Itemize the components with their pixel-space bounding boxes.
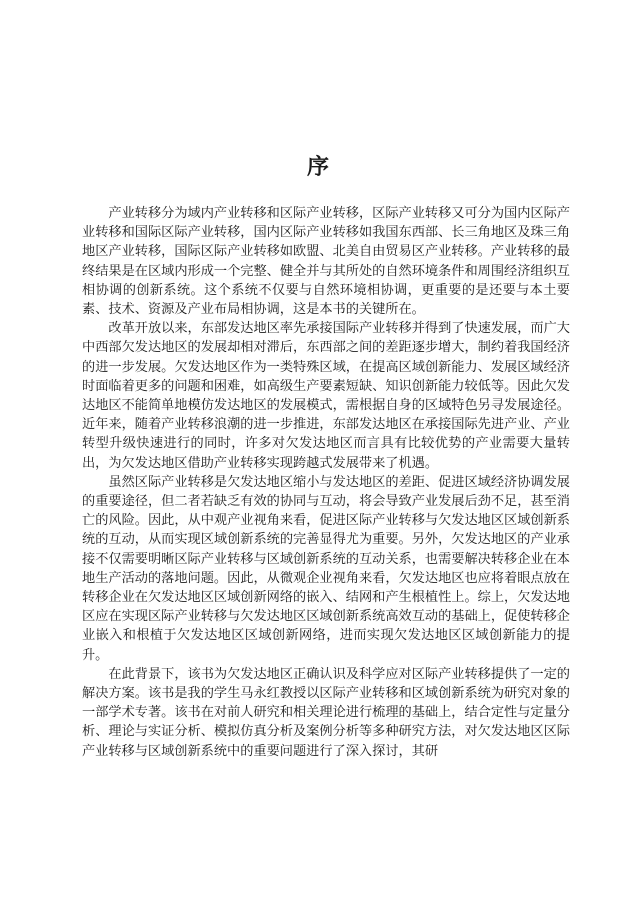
- paragraph: 在此背景下，该书为欠发达地区正确认识及科学应对区际产业转移提供了一定的解决方案。该书是我的学生马永红教授以区际产业转移和区域创新系统为研究对象的一部学术专著。该书在对前人研究和相关理论进行梳理的基础上，结合定性与定量分析、理论与实证分析、模拟仿真分析及案例分析等多种研究方法，对欠发达地区区际产业转移与区域创新系统中的重要问题进行了深入探讨，其研: [82, 666, 570, 759]
- paragraph: 改革开放以来，东部发达地区率先承接国际产业转移并得到了快速发展，而广大中西部欠发达地区的发展却相对滞后，东西部之间的差距逐步增大，制约着我国经济的进一步发展。欠发达地区作为一类特殊区域，在提高区域创新能力、发展区域经济时面临着更多的问题和困难，如高级生产要素短缺、知识创新能力较低等。因此欠发达地区不能简单地模仿发达地区的发展模式，需根据自身的区域特色另寻发展途径。近年来，随着产业转移浪潮的进一步推进，东部发达地区在承接国际先进产业、产业转型升级快速进行的同时，许多对欠发达地区而言具有比较优势的产业需要大量转出，为欠发达地区借助产业转移实现跨越式发展带来了机遇。: [82, 321, 570, 471]
- paragraph: 产业转移分为域内产业转移和区际产业转移，区际产业转移又可分为国内区际产业转移和国际区际产业转移，国内区际产业转移如我国东西部、长三角地区及珠三角地区产业转移，国际区际产业转移如欧盟、北美自由贸易区产业转移。产业转移的最终结果是在区域内形成一个完整、健全并与其所处的自然环境条件和周围经济组织互相协调的创新系统。这个系统不仅要与自然环境相协调，更重要的是还要与本土要素、技术、资源及产业布局相协调，这是本书的关键所在。: [82, 206, 570, 318]
- paragraph: 虽然区际产业转移是欠发达地区缩小与发达地区的差距、促进区域经济协调发展的重要途径，但二者若缺乏有效的协同与互动，将会导致产业发展后劲不足，甚至消亡的风险。因此，从中观产业视角来看，促进区际产业转移与欠发达地区区域创新系统的互动，从而实现区域创新系统的完善显得尤为重要。另外，欠发达地区的产业承接不仅需要明晰区际产业转移与区域创新系统的互动关系，也需要解决转移企业在本地生产活动的落地问题。因此，从微观企业视角来看，欠发达地区也应将着眼点放在转移企业在欠发达地区区域创新网络的嵌入、结网和产生根植性上。综上，欠发达地区应在实现区际产业转移与欠发达地区区域创新系统高效互动的基础上，促使转移企业嵌入和根植于欠发达地区区域创新网络，进而实现欠发达地区区域创新能力的提升。: [82, 474, 570, 663]
- page-title: 序: [306, 154, 331, 180]
- document-body: [82, 204, 570, 761]
